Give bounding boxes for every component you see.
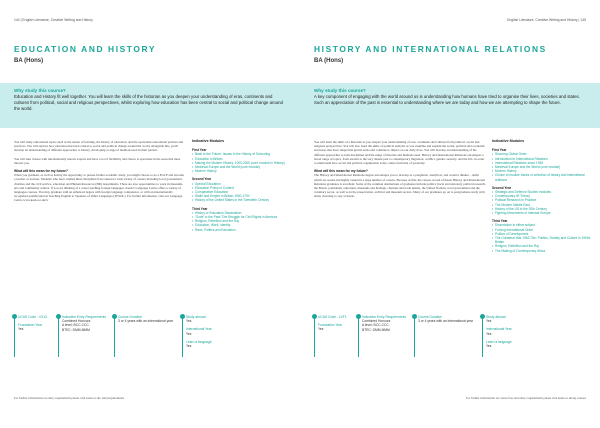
footer-note: For further information on course fees and entry requirements please visit keele.ac.uk/ug courses bbox=[466, 396, 586, 400]
module-item: • The Making of Contemporary Africa bbox=[492, 249, 592, 253]
fact-label: Study abroad bbox=[486, 315, 506, 319]
fact-label: Course Duration bbox=[118, 315, 143, 319]
module-item: • Political Research in Practice bbox=[492, 198, 592, 202]
fact-label: Foundation Year bbox=[318, 323, 343, 328]
fact-value: 3 or 4 years with an international year bbox=[418, 319, 473, 324]
modules-panel bbox=[492, 139, 592, 253]
module-list bbox=[492, 223, 592, 252]
running-header: English Literature, Creative Writing and History | 145 bbox=[507, 18, 586, 22]
modules-heading: Indicative Modules bbox=[192, 139, 225, 143]
future-heading: What will this mean for my future? bbox=[314, 169, 368, 174]
fact-value: Yes bbox=[318, 327, 324, 332]
body-column bbox=[14, 140, 186, 207]
future-paragraph: The History and International Relations degree encourages you to develop as a pragmatic, analytical, and creative thinker – skills which are sound and highly valued in a large number of careers. Because of this, the careers record of Keele History and International Relations graduates is excellent. Some of the common destinations of graduates include politics (local and national), political research, the Brexit, journalism, education, museums and heritage, charities and trade unions, the United Nations, local government and the voluntary sector, as well as in the preservation, archival and museum sectors. Many of our graduates go on to postgraduate study with many choosing to stay at Keele. bbox=[314, 173, 486, 199]
module-item: • Education, Work, Identity bbox=[192, 223, 292, 227]
modules-heading: Indicative Modules bbox=[492, 139, 525, 143]
module-item: • Comparative Education bbox=[192, 190, 292, 194]
fact-label: International Year bbox=[486, 327, 512, 332]
right-page bbox=[300, 0, 600, 428]
module-item: • Religion, Rebellion and the Raj bbox=[192, 219, 292, 223]
course-facts bbox=[314, 315, 590, 357]
future-paragraph: When you graduate, as well as having the opportunity to pursue further academic study, you might choose to do a PGCE and become a teacher or lecturer. Students who have studied these disciplines have entered a wide variety of careers including local government, charities and the civil service, education and Human Resources (HR) departments. There are also opportunities to work in museums, arts and community centres. If you are thinking of a career teaching foreign languages, Keele's Language Centre offers a variety of languages courses. You may graduate with an enhanced degree with foreign language competence, or with an internationally recognised qualification in Teaching English to Speakers of Other Languages (TESOL). For further information, visit our Language Centre www.keele.ac.uk/lc bbox=[14, 173, 184, 203]
info-icon bbox=[112, 314, 117, 319]
fact-box bbox=[114, 315, 178, 357]
course-title: EDUCATION AND HISTORY bbox=[14, 44, 157, 54]
info-icon bbox=[356, 314, 361, 319]
info-icon bbox=[312, 314, 317, 319]
module-item: • Fighting Movements in Interwar Europe bbox=[492, 211, 592, 215]
year-heading: First Year bbox=[492, 148, 507, 153]
module-item: • Race, Politics and Education bbox=[192, 228, 292, 232]
module-item: • Modern History bbox=[492, 169, 592, 173]
info-icon bbox=[412, 314, 417, 319]
module-item: • History of the United States in the Twentieth Century bbox=[192, 198, 292, 202]
fact-value: Yes bbox=[486, 331, 492, 336]
year-heading: Second Year bbox=[192, 177, 212, 182]
why-study-band bbox=[300, 83, 600, 128]
footer-note: For further information on entry requirements please visit keele.ac.uk/ entryrequirements bbox=[14, 396, 125, 400]
module-list bbox=[192, 211, 292, 232]
fact-box bbox=[314, 315, 354, 357]
module-item: • Modern History bbox=[192, 169, 292, 173]
module-item: • Securing Global Order bbox=[492, 152, 592, 156]
future-heading: What will this mean for my future? bbox=[14, 169, 68, 174]
module-item: • Back to the Future: Issues in the History of Schooling bbox=[192, 152, 292, 156]
course-facts bbox=[14, 315, 290, 357]
fact-value: BTEC: DMM-MMM bbox=[62, 327, 90, 332]
fact-label: Learn a language bbox=[186, 339, 212, 344]
fact-box bbox=[358, 315, 410, 357]
info-icon bbox=[180, 314, 185, 319]
fact-label: Foundation Year bbox=[18, 323, 43, 328]
fact-label: UCAS Code - LVF1 bbox=[318, 315, 347, 319]
module-list bbox=[192, 152, 292, 173]
fact-value: Yes bbox=[486, 319, 492, 324]
fact-value: Combined Honours bbox=[62, 319, 91, 324]
module-item: • Religion, Rebellion and the Raj bbox=[492, 244, 592, 248]
module-item: • Strategic and Defence Studies modules bbox=[492, 190, 592, 194]
fact-box bbox=[414, 315, 478, 357]
module-item: • Forcing International Order bbox=[492, 228, 592, 232]
degree-label: BA (Hons) bbox=[314, 58, 344, 64]
why-study-heading: Why study this course? bbox=[14, 88, 66, 93]
module-item: • Politics of Development bbox=[492, 232, 592, 236]
body-paragraph: You will take classes with internationally known experts and have a lot of flexibility and choice to specialise in the areas that most interest you. bbox=[14, 156, 181, 165]
module-item: • Dissertation in either subject bbox=[492, 223, 592, 227]
fact-label: UCAS Code - VX13 bbox=[18, 315, 47, 319]
module-item: • History of the US in the 20th Century bbox=[492, 207, 592, 211]
why-study-heading: Why study this course? bbox=[314, 88, 366, 93]
module-list bbox=[192, 182, 292, 203]
module-item: • Medieval Europe and the World (core module) bbox=[492, 165, 592, 169]
fact-label: Indicative Entry Requirements bbox=[362, 315, 406, 319]
module-item: • 'Gone' in the Past: The Struggle for Civil Rights in America bbox=[192, 215, 292, 219]
why-study-text: A key component of engaging with the world around us is understanding how humans have tried to organise their lives, societies and states. Such an appreciation of the past is essential to understanding where we are today and how we are attempting to shape the future. bbox=[314, 94, 580, 106]
year-heading: Third Year bbox=[192, 206, 208, 211]
module-item: • Special Education bbox=[192, 182, 292, 186]
year-heading: First Year bbox=[192, 148, 207, 153]
fact-value: Combined Honours bbox=[362, 319, 391, 324]
module-item: • Making the Modern History: 1000-2000 (core module in History) bbox=[192, 161, 292, 165]
module-list bbox=[492, 152, 592, 181]
fact-label: International Year bbox=[186, 327, 212, 332]
fact-label: Study abroad bbox=[186, 315, 206, 319]
fact-value: A level: BCC-CCC bbox=[62, 323, 89, 328]
info-icon bbox=[12, 314, 17, 319]
fact-value: BTEC: DMM-MMM bbox=[362, 327, 390, 332]
module-list bbox=[492, 190, 592, 215]
body-paragraph: You will study educational topics such as the nature of learning, the history of education, and the equivalent educational policies and practices. You will explore how education has been central to social and political change around the world. Alongside this, you'll develop an understanding of different approaches to history, developing a range of methods used in their pursuit. bbox=[14, 140, 184, 153]
module-item: • Education in Britain bbox=[192, 157, 292, 161]
fact-label: Indicative Entry Requirements bbox=[62, 315, 106, 319]
module-item: • Choice of module tracks or selection of history and international relations bbox=[492, 173, 592, 181]
year-heading: Second Year bbox=[492, 185, 512, 190]
module-item: • The Modern Middle East bbox=[492, 203, 592, 207]
fact-value: Yes bbox=[486, 344, 492, 349]
fact-value: 3 or 4 years with an international year bbox=[118, 319, 173, 324]
fact-box bbox=[14, 315, 54, 357]
fact-label: Course Duration bbox=[418, 315, 443, 319]
module-item: • Introduction to International Relations bbox=[492, 157, 592, 161]
fact-box bbox=[482, 315, 542, 357]
fact-value: Yes bbox=[186, 319, 192, 324]
fact-box bbox=[58, 315, 110, 357]
modules-panel bbox=[192, 139, 292, 232]
fact-label: Learn a language bbox=[486, 339, 512, 344]
fact-box bbox=[182, 315, 242, 357]
running-header: 144 | English Literature, Creative Writing and History bbox=[14, 18, 93, 22]
fact-value: Yes bbox=[18, 327, 24, 332]
why-study-text: Education and History fit well together. You will learn the skills of the historian as you deepen your understanding of eras, continents and cultures from political, social and religious perspectives, whilst exploring how education has been central to social and political change around the world. bbox=[14, 94, 283, 112]
body-paragraph: You will learn the skills of a historian as you deepen your understanding of eras, continents and cultures from political, social and religious perspectives. You will also learn the skills of political analysis as you examine and explain the social, political and economic structures that have shaped the global arena and continue to impact on our daily lives. You will develop an understanding of the different approaches to both disciplines and the range of theories and methods used. History and International Relations encompass a broad range of topics, from ancient to the very distant past to contemporary migration, conflict, gender, security, and the UK, in order to understand how social and political organisation today comes from that of yesterday. bbox=[314, 140, 485, 166]
module-item: • Stalin and Empire in Britain 1500-1700 bbox=[192, 194, 292, 198]
degree-label: BA (Hons) bbox=[14, 58, 44, 64]
module-item: • The Collateral War 1962-75e: Politics, Society and Culture in 1960s Britain bbox=[492, 236, 592, 244]
why-study-band bbox=[0, 83, 300, 128]
info-icon bbox=[480, 314, 485, 319]
course-title: HISTORY AND INTERNATIONAL RELATIONS bbox=[314, 44, 547, 54]
module-item: • History or Education Dissertation bbox=[192, 211, 292, 215]
year-heading: Third Year bbox=[492, 219, 508, 224]
module-item: • Medieval Europe and the World (core module) bbox=[192, 165, 292, 169]
body-column bbox=[314, 140, 486, 203]
module-item: • Education Policy in Context bbox=[192, 186, 292, 190]
fact-value: Yes bbox=[186, 344, 192, 349]
fact-value: Yes bbox=[186, 331, 192, 336]
fact-value: A level: BCC-CCC bbox=[362, 323, 389, 328]
module-item: • International Relations since 1945 bbox=[492, 161, 592, 165]
info-icon bbox=[56, 314, 61, 319]
module-item: • Contemporary IR Theory bbox=[492, 194, 592, 198]
